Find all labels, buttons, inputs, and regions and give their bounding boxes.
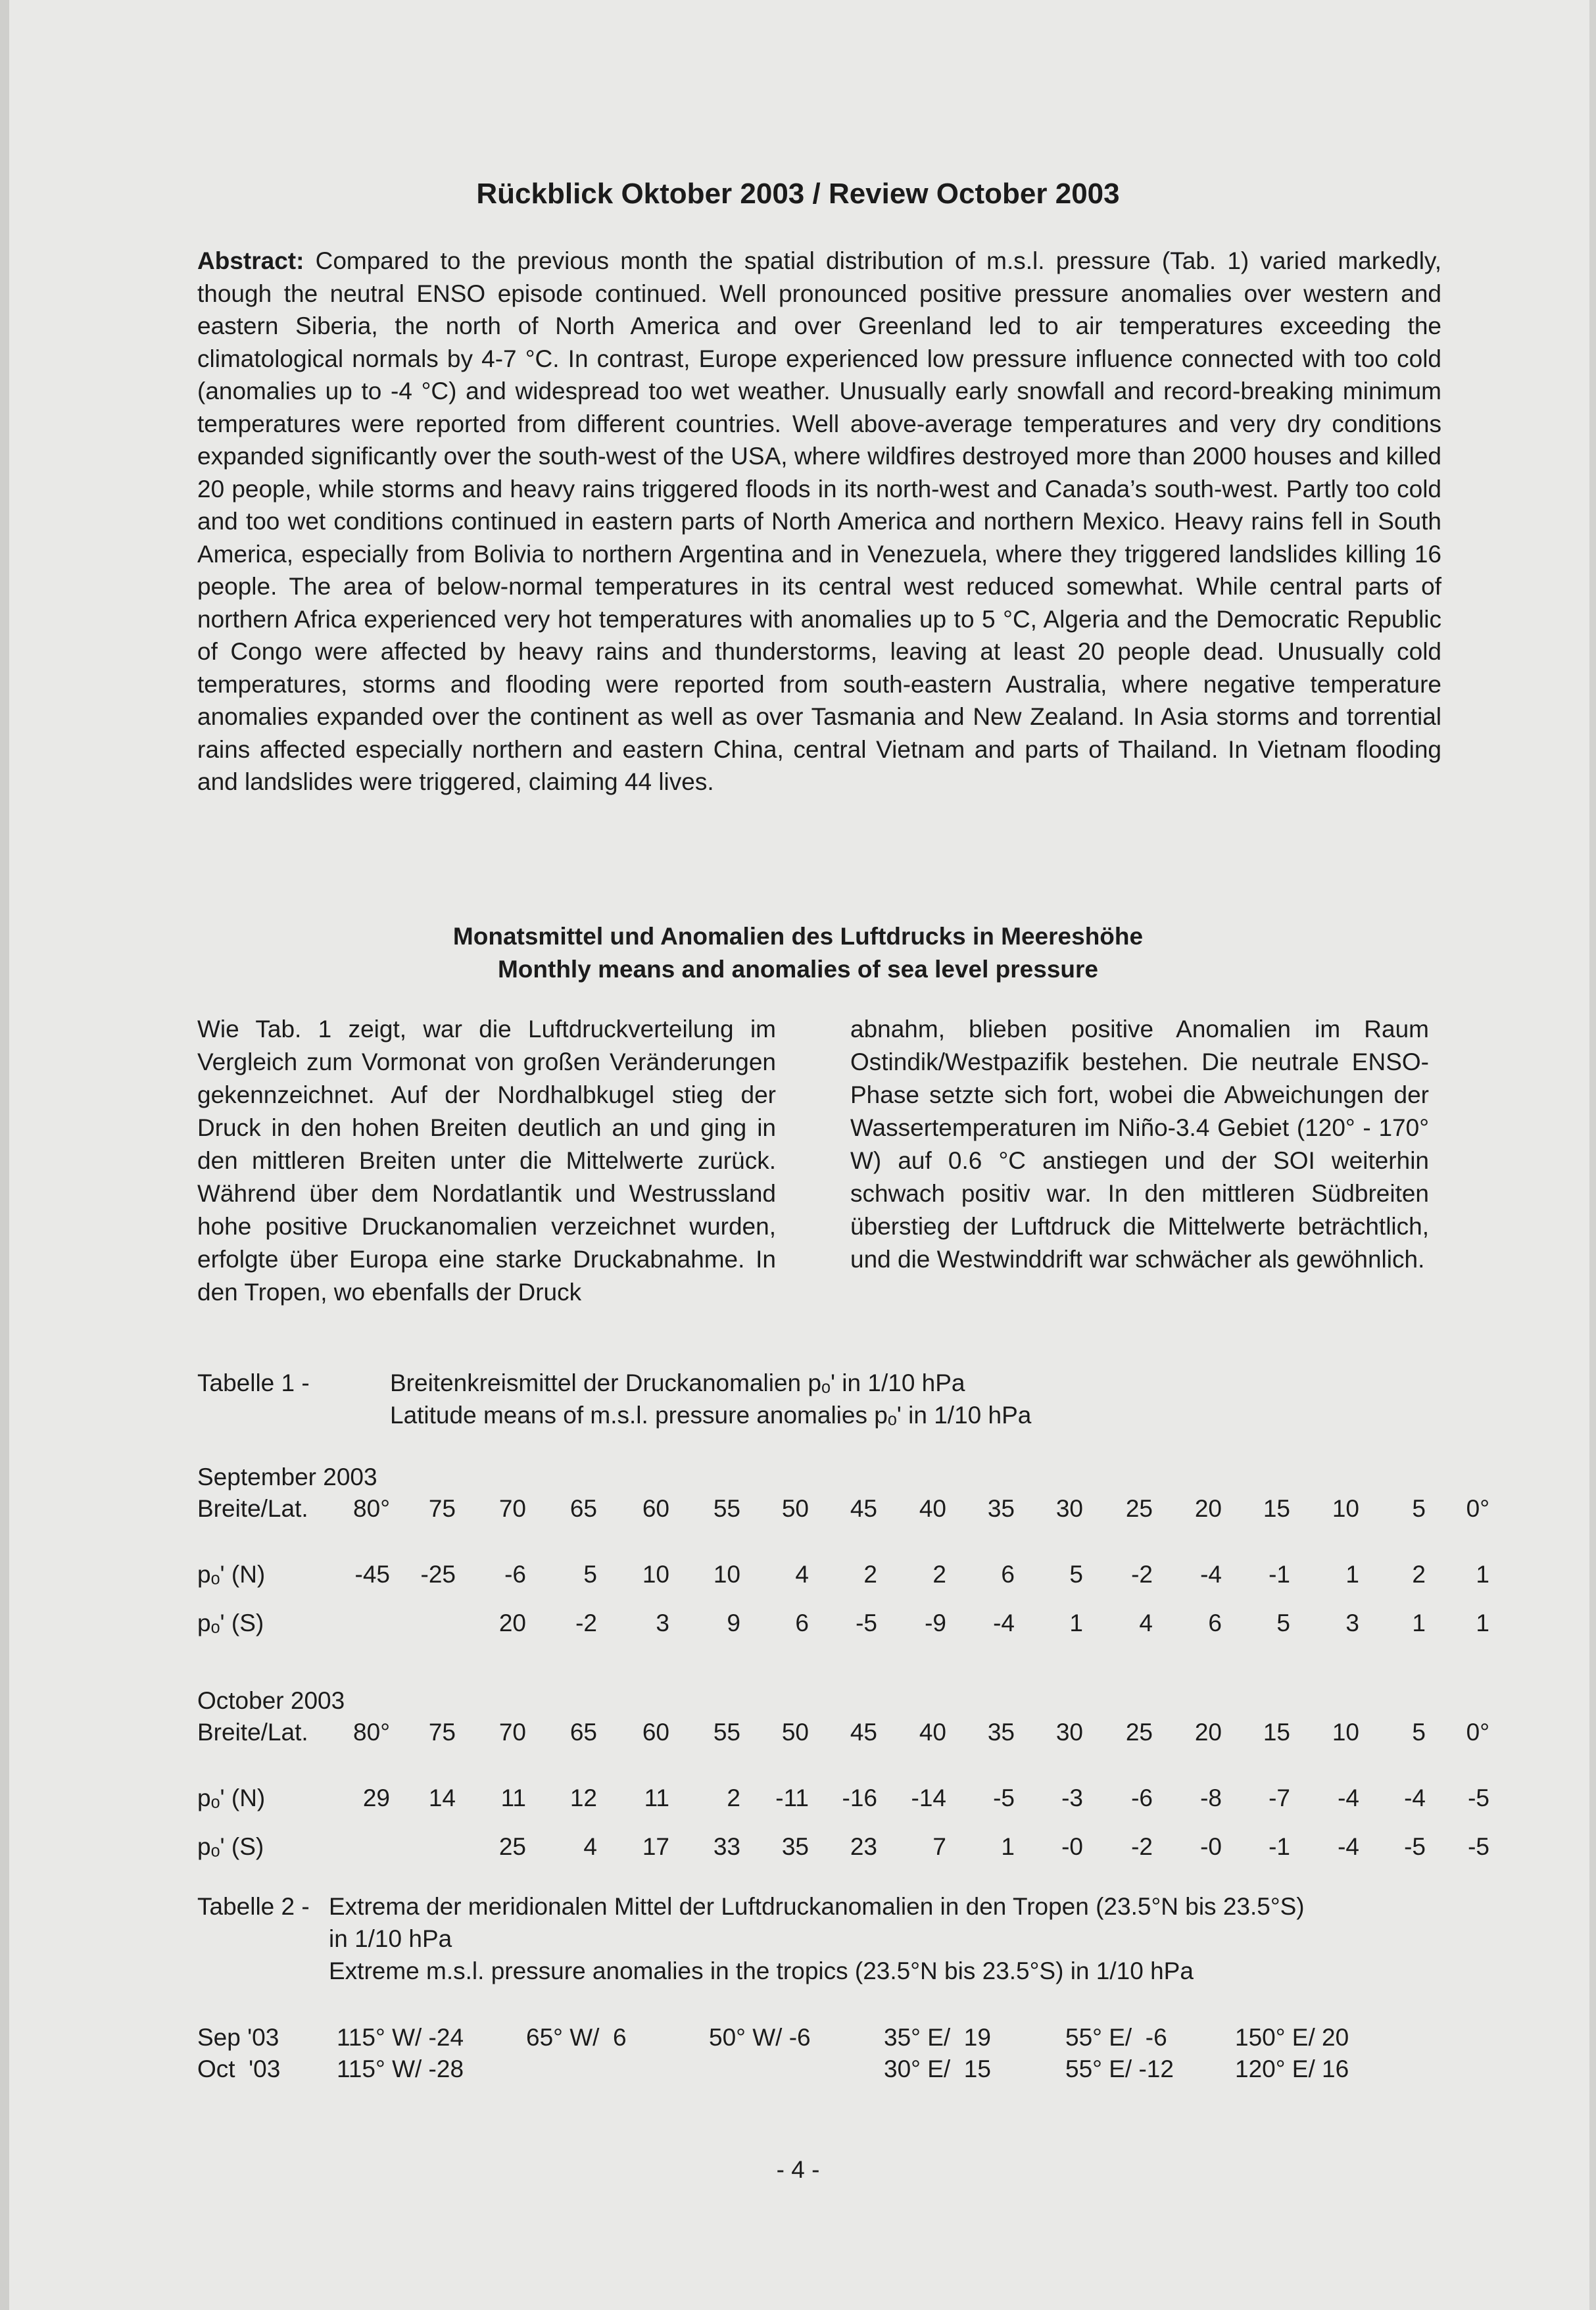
table2-cell: 50° W/ -6 xyxy=(709,2024,811,2051)
table1-cell: 2 xyxy=(932,1561,946,1588)
table1-cell: 30 xyxy=(1055,1719,1083,1746)
table1-cell: -4 xyxy=(1338,1784,1359,1811)
table1-row-label: Breite/Lat. xyxy=(197,1719,308,1746)
table1-cell: -9 xyxy=(925,1610,946,1636)
table1-cell: 40 xyxy=(919,1719,946,1746)
table1-cell: 80° xyxy=(353,1495,390,1522)
table1-caption-de: Breitenkreismittel der Druckanomalien pₒ' in 1/10 hPa xyxy=(390,1369,965,1396)
table1-cell: -4 xyxy=(1200,1561,1222,1588)
table2-row-label: Oct '03 xyxy=(197,2055,281,2082)
text-column-right: abnahm, blieben positive Anomalien im Raum Ostindik/Westpazifik bestehen. Die neutrale ENSO-Phase setzte sich fort, wobei die Abweichungen der Wassertemperaturen im Niño-3.4 Gebiet (120° - 170° W) auf 0.6 °C anstiegen und der SOI weiterhin schwach positiv war. In den mittleren Südbreiten überstieg der Luftdruck die Mittelwerte beträchtlich, und die Westwinddrift war schwächer als gewöhnlich. xyxy=(850,1016,1429,1273)
table1-cell: -8 xyxy=(1200,1784,1222,1811)
page-title: Rückblick Oktober 2003 / Review October 2003 xyxy=(476,178,1120,210)
table1-cell: 1 xyxy=(1345,1561,1359,1588)
table1-cell: 35 xyxy=(987,1719,1015,1746)
table1-south-row xyxy=(197,1833,1578,1862)
table1-cell: -0 xyxy=(1061,1833,1083,1860)
table2-row xyxy=(197,2055,1447,2084)
table1-cell: 60 xyxy=(642,1495,669,1522)
scan-border-left xyxy=(0,0,9,2310)
table1-month-label: September 2003 xyxy=(197,1463,377,1490)
table1-latitude-row xyxy=(197,1495,1578,1524)
table1-cell: 10 xyxy=(1332,1719,1359,1746)
table1-caption-en: Latitude means of m.s.l. pressure anomalies pₒ' in 1/10 hPa xyxy=(390,1402,1032,1429)
table1-cell: 4 xyxy=(1139,1610,1153,1636)
table1-cell: 3 xyxy=(1345,1610,1359,1636)
table1-cell: 2 xyxy=(863,1561,877,1588)
abstract-label: Abstract: xyxy=(197,247,304,274)
table1-cell: -11 xyxy=(775,1784,809,1811)
table1-cell: 25 xyxy=(498,1833,526,1860)
table1-cell: 75 xyxy=(428,1719,456,1746)
table1-cell: -4 xyxy=(993,1610,1015,1636)
table1-cell: 50 xyxy=(781,1495,809,1522)
table1-cell: 6 xyxy=(1208,1610,1222,1636)
table1-cell: 5 xyxy=(1412,1719,1426,1746)
table1-cell: 0° xyxy=(1466,1719,1489,1746)
table1-cell: 29 xyxy=(362,1784,390,1811)
table1-cell: 9 xyxy=(727,1610,740,1636)
table1-cell: -0 xyxy=(1200,1833,1222,1860)
table1-cell: -1 xyxy=(1269,1833,1290,1860)
table1-cell: 50 xyxy=(781,1719,809,1746)
table2-caption-de: Extrema der meridionalen Mittel der Luftdruckanomalien in den Tropen (23.5°N bis 23.5°S) xyxy=(329,1893,1305,1920)
table1-cell: 14 xyxy=(428,1784,456,1811)
text-column-left: Wie Tab. 1 zeigt, war die Luftdruckverteilung im Vergleich zum Vormonat von großen Veränderungen gekennzeichnet. Auf der Nordhalbkugel stieg der Druck in den hohen Breiten deutlich an und ging in den mittleren Breiten unter die Mittelwerte zurück. Während über dem Nordatlantik und Westrussland hohe positive Druckanomalien verzeichnet wurden, erfolgte über Europa eine starke Druckabnahme. In den Tropen, wo ebenfalls der Druck xyxy=(197,1016,776,1306)
table1-cell: 3 xyxy=(656,1610,669,1636)
table1-cell: 1 xyxy=(1476,1561,1489,1588)
table1-cell: 60 xyxy=(642,1719,669,1746)
table1-cell: -25 xyxy=(420,1561,456,1588)
table1-cell: 80° xyxy=(353,1719,390,1746)
table1-cell: 17 xyxy=(642,1833,669,1860)
table1-cell: 23 xyxy=(850,1833,877,1860)
table2-cell: 115° W/ -24 xyxy=(337,2024,464,2051)
table1-cell: -6 xyxy=(504,1561,526,1588)
table1-cell: -1 xyxy=(1269,1561,1290,1588)
table1-cell: 5 xyxy=(1276,1610,1290,1636)
section-heading-de: Monatsmittel und Anomalien des Luftdrucks in Meereshöhe xyxy=(452,923,1144,950)
table1-cell: 5 xyxy=(1069,1561,1083,1588)
table2-cell: 30° E/ 15 xyxy=(884,2055,991,2082)
table1-row-label: pₒ' (N) xyxy=(197,1561,266,1588)
table1-cell: 45 xyxy=(850,1719,877,1746)
table1-row-label: pₒ' (S) xyxy=(197,1833,264,1860)
table1-cell: -14 xyxy=(911,1784,946,1811)
table1-cell: -2 xyxy=(1131,1561,1153,1588)
page-number: - 4 - xyxy=(776,2156,820,2183)
table1-cell: 25 xyxy=(1125,1495,1153,1522)
abstract-text: Compared to the previous month the spatial distribution of m.s.l. pressure (Tab. 1) varied markedly, though the neutral ENSO episode continued. Well pronounced positive pressure anomalies over western and eastern Siberia, the north of North America and over Greenland led to air temperatures exceeding the climatological normals by 4-7 °C. In contrast, Europe experienced low pressure influence connected with too cold (anomalies up to -4 °C) and widespread too wet weather. Unusually early snowfall and record-breaking minimum temperatures were reported from different countries. Well above-average temperatures and very dry conditions expanded significantly over the south-west of the USA, where wildfires destroyed more than 2000 houses and killed 20 people, while storms and heavy rains triggered floods in its north-west and Canada’s south-west. Partly too cold and too wet conditions continued in eastern parts of North America and northern Mexico. Heavy rains fell in South America, especially from Bolivia to northern Argentina and in Venezuela, where they triggered landslides killing 16 people. The area of below-normal temperatures in its central west reduced somewhat. While central parts of northern Africa experienced very hot temperatures with anomalies up to 5 °C, Algeria and the Democratic Republic of Congo were affected by heavy rains and thunderstorms, leaving at least 20 people dead. Unusually cold temperatures, storms and flooding were reported from south-eastern Australia, where negative temperature anomalies expanded over the continent as well as over Tasmania and New Zealand. In Asia storms and torrential rains affected especially northern and eastern China, central Vietnam and parts of Thailand. In Vietnam flooding and landslides were triggered, claiming 44 lives. xyxy=(197,247,1441,795)
table1-cell: -6 xyxy=(1131,1784,1153,1811)
table2-caption-de-unit: in 1/10 hPa xyxy=(329,1925,452,1952)
table1-caption-label: Tabelle 1 - xyxy=(197,1369,310,1396)
table1-row-label: pₒ' (S) xyxy=(197,1610,264,1636)
table2-cell: 35° E/ 19 xyxy=(884,2024,991,2051)
table1-cell: -4 xyxy=(1404,1784,1426,1811)
table1-cell: 12 xyxy=(569,1784,597,1811)
table1-north-row xyxy=(197,1561,1578,1590)
table1-cell: -45 xyxy=(354,1561,390,1588)
table1-cell: 1 xyxy=(1001,1833,1015,1860)
table1-cell: -16 xyxy=(842,1784,877,1811)
table1-cell: -5 xyxy=(1468,1833,1489,1860)
table1-cell: -5 xyxy=(856,1610,877,1636)
table1-cell: 1 xyxy=(1476,1610,1489,1636)
table1-cell: 0° xyxy=(1466,1495,1489,1522)
table2-row-label: Sep '03 xyxy=(197,2024,279,2051)
table1-cell: 55 xyxy=(713,1719,740,1746)
table1-cell: 35 xyxy=(781,1833,809,1860)
table1-north-row xyxy=(197,1784,1578,1813)
table1-cell: 2 xyxy=(1412,1561,1426,1588)
table2-caption-en: Extreme m.s.l. pressure anomalies in the tropics (23.5°N bis 23.5°S) in 1/10 hPa xyxy=(329,1957,1194,1984)
table1-cell: 40 xyxy=(919,1495,946,1522)
table2-cell: 55° E/ -12 xyxy=(1065,2055,1174,2082)
table1-cell: 11 xyxy=(500,1784,526,1811)
table1-cell: 4 xyxy=(795,1561,809,1588)
table1-cell: -5 xyxy=(1404,1833,1426,1860)
table1-row-label: Breite/Lat. xyxy=(197,1495,308,1522)
table1-cell: -5 xyxy=(993,1784,1015,1811)
table1-cell: 25 xyxy=(1125,1719,1153,1746)
table1-cell: 10 xyxy=(642,1561,669,1588)
table1-south-row xyxy=(197,1610,1578,1638)
section-heading-en: Monthly means and anomalies of sea level pressure xyxy=(497,956,1098,983)
table1-cell: 5 xyxy=(583,1561,597,1588)
table1-cell: 10 xyxy=(713,1561,740,1588)
table1-cell: 10 xyxy=(1332,1495,1359,1522)
table1-cell: 30 xyxy=(1055,1495,1083,1522)
table2-cell: 55° E/ -6 xyxy=(1065,2024,1167,2051)
scan-border-right xyxy=(1589,0,1596,2310)
table1-cell: 65 xyxy=(569,1495,597,1522)
table1-cell: 15 xyxy=(1263,1495,1290,1522)
table1-cell: -3 xyxy=(1061,1784,1083,1811)
table2-cell: 115° W/ -28 xyxy=(337,2055,464,2082)
table1-cell: 1 xyxy=(1412,1610,1426,1636)
table1-cell: 6 xyxy=(1001,1561,1015,1588)
table1-cell: 45 xyxy=(850,1495,877,1522)
table1-cell: 75 xyxy=(428,1495,456,1522)
table1-cell: 20 xyxy=(498,1610,526,1636)
table1-cell: 20 xyxy=(1194,1495,1222,1522)
table1-cell: 35 xyxy=(987,1495,1015,1522)
table1-cell: 33 xyxy=(713,1833,740,1860)
table1-cell: 65 xyxy=(569,1719,597,1746)
table2-cell: 65° W/ 6 xyxy=(526,2024,627,2051)
table1-cell: 6 xyxy=(795,1610,809,1636)
table1-cell: -7 xyxy=(1269,1784,1290,1811)
table1-cell: 5 xyxy=(1412,1495,1426,1522)
table1-cell: -2 xyxy=(1131,1833,1153,1860)
table1-cell: 15 xyxy=(1263,1719,1290,1746)
table1-cell: 20 xyxy=(1194,1719,1222,1746)
table1-cell: -2 xyxy=(575,1610,597,1636)
abstract-paragraph xyxy=(197,245,1441,799)
table1-cell: 11 xyxy=(644,1784,669,1811)
table1-cell: -5 xyxy=(1468,1784,1489,1811)
table1-cell: 4 xyxy=(583,1833,597,1860)
table2-caption-label: Tabelle 2 - xyxy=(197,1893,310,1920)
table1-cell: 70 xyxy=(498,1719,526,1746)
table2-cell: 150° E/ 20 xyxy=(1235,2024,1349,2051)
table1-month-label: October 2003 xyxy=(197,1687,345,1714)
table1-cell: 2 xyxy=(727,1784,740,1811)
table1-cell: 7 xyxy=(932,1833,946,1860)
table1-latitude-row xyxy=(197,1719,1578,1748)
table2-cell: 120° E/ 16 xyxy=(1235,2055,1349,2082)
table1-cell: 1 xyxy=(1069,1610,1083,1636)
table2-row xyxy=(197,2024,1447,2053)
table1-cell: 55 xyxy=(713,1495,740,1522)
table1-cell: -4 xyxy=(1338,1833,1359,1860)
table1-row-label: pₒ' (N) xyxy=(197,1784,266,1811)
table1-cell: 70 xyxy=(498,1495,526,1522)
